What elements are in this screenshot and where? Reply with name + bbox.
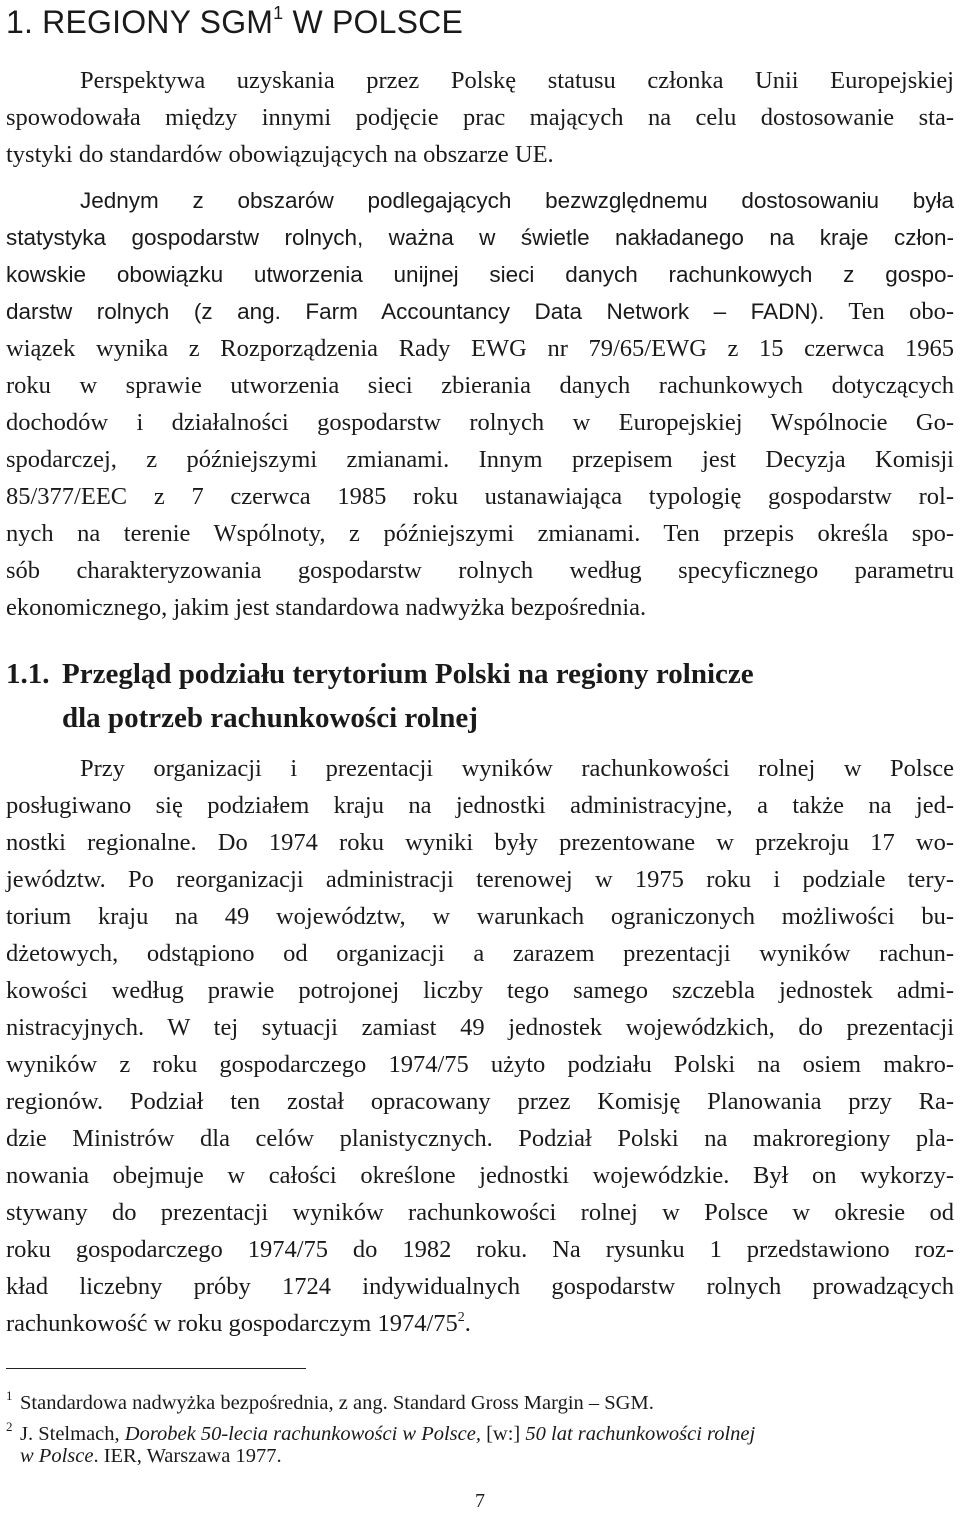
text-run: darstw rolnych (z ang. Farm Accountancy Data Network – FADN). bbox=[6, 299, 825, 324]
text-line: wyników z roku gospodarczego 1974/75 użyto podziału Polski na osiem makro- bbox=[6, 1051, 954, 1078]
section-title-line-2: dla potrzeb rachunkowości rolnej bbox=[62, 702, 478, 734]
footnote-book-cont: w Polsce bbox=[20, 1445, 94, 1467]
page-number: 7 bbox=[475, 1490, 485, 1512]
text-line: dzie Ministrów dla celów planistycznych. Podział Polski na makroregiony pla- bbox=[6, 1125, 954, 1152]
section-title-line-1: Przegląd podziału terytorium Polski na regiony rolnicze bbox=[62, 658, 754, 690]
footnote-ref-1: 1 bbox=[273, 3, 284, 23]
footnote-mark: 2 bbox=[6, 1419, 13, 1434]
text-line: dżetowych, odstąpiono od organizacji a zarazem prezentacji wyników rachun- bbox=[6, 940, 954, 967]
chapter-heading bbox=[6, 2, 463, 42]
text-line: tystyki do standardów obowiązujących na obszarze UE. bbox=[6, 141, 554, 168]
text-line: posługiwano się podziałem kraju na jednostki administracyjne, a także na jed- bbox=[6, 792, 954, 819]
text-line: spowodowała między innymi podjęcie prac mających na celu dostosowanie sta- bbox=[6, 104, 954, 131]
footnote-publisher: . IER, Warszawa 1977. bbox=[93, 1445, 282, 1467]
section-heading bbox=[6, 654, 754, 694]
text-line: torium kraju na 49 województw, w warunkach ograniczonych możliwości bu- bbox=[6, 903, 954, 930]
text-line: statystyka gospodarstw rolnych, ważna w świetle nakładanego na kraje człon- bbox=[6, 225, 954, 250]
text-line: ekonomicznego, jakim jest standardowa nadwyżka bezpośrednia. bbox=[6, 594, 647, 621]
text-line: dochodów i działalności gospodarstw rolnych w Europejskiej Wspólnocie Go- bbox=[6, 409, 954, 436]
chapter-heading-text: 1. REGIONY SGM bbox=[6, 4, 274, 40]
text-line bbox=[6, 294, 954, 330]
text-line: wiązek wynika z Rozporządzenia Rady EWG nr 79/65/EWG z 15 czerwca 1965 bbox=[6, 335, 954, 362]
text-line: kowskie obowiązku utworzenia unijnej sieci danych rachunkowych z gospo- bbox=[6, 262, 954, 287]
footnote-2-cont bbox=[20, 1442, 282, 1470]
footnote-separator bbox=[6, 1368, 306, 1369]
footnote-book: 50 lat rachunkowości rolnej bbox=[525, 1423, 756, 1445]
footnote-title: Dorobek 50-lecia rachunkowości w Polsce, bbox=[124, 1423, 481, 1445]
footnote-author: J. Stelmach, bbox=[20, 1423, 125, 1445]
chapter-heading-tail: W POLSCE bbox=[283, 4, 464, 40]
text-line: nistracyjnych. W tej sytuacji zamiast 49 jednostek wojewódzkich, do prezentacji bbox=[6, 1014, 954, 1041]
text-line: kład liczebny próby 1724 indywidualnych gospodarstw rolnych prowadzących bbox=[6, 1273, 954, 1300]
footnote-in: [w:] bbox=[480, 1423, 526, 1445]
text-line: roku gospodarczego 1974/75 do 1982 roku. Na rysunku 1 przedstawiono roz- bbox=[6, 1236, 954, 1263]
text-line: sób charakteryzowania gospodarstw rolnych według specyficznego parametru bbox=[6, 557, 954, 584]
text-line: jewództw. Po reorganizacji administracji terenowej w 1975 roku i podziale tery- bbox=[6, 866, 954, 893]
text-run: . bbox=[464, 1310, 471, 1337]
section-number: 1.1. bbox=[6, 658, 50, 690]
text-line bbox=[6, 1306, 954, 1342]
text-line: stywany do prezentacji wyników rachunkowości rolnej w Polsce w okresie od bbox=[6, 1199, 954, 1226]
text-line: nostki regionalne. Do 1974 roku wyniki były prezentowane w przekroju 17 wo- bbox=[6, 829, 954, 856]
text-line: roku w sprawie utworzenia sieci zbierania danych rachunkowych dotyczących bbox=[6, 372, 954, 399]
text-line: nowania obejmuje w całości określone jednostki wojewódzkie. Był on wykorzy- bbox=[6, 1162, 954, 1189]
footnote-1 bbox=[6, 1382, 654, 1417]
text-line: Przy organizacji i prezentacji wyników rachunkowości rolnej w Polsce bbox=[80, 755, 954, 782]
text-line: 85/377/EEC z 7 czerwca 1985 roku ustanawiająca typologię gospodarstw rol- bbox=[6, 483, 954, 510]
text-line: Jednym z obszarów podlegających bezwzględnemu dostosowaniu była bbox=[80, 188, 954, 213]
text-line: nych na terenie Wspólnoty, z późniejszymi zmianami. Ten przepis określa spo- bbox=[6, 520, 954, 547]
text-line: kowości według prawie potrojonej liczby tego samego szczebla jednostek admi- bbox=[6, 977, 954, 1004]
footnote-mark: 1 bbox=[6, 1388, 13, 1403]
footnote-text: Standardowa nadwyżka bezpośrednia, z ang. Standard Gross Margin – SGM. bbox=[20, 1392, 654, 1414]
footnote-ref-2: 2 bbox=[457, 1310, 465, 1325]
text-run: Ten obo- bbox=[824, 298, 954, 325]
text-line: regionów. Podział ten został opracowany przez Komisję Planowania przy Ra- bbox=[6, 1088, 954, 1115]
text-line: spodarczej, z późniejszymi zmianami. Innym przepisem jest Decyzja Komisji bbox=[6, 446, 954, 473]
text-run: rachunkowość w roku gospodarczym 1974/75 bbox=[6, 1310, 458, 1337]
text-line: Perspektywa uzyskania przez Polskę statusu członka Unii Europejskiej bbox=[80, 67, 954, 94]
